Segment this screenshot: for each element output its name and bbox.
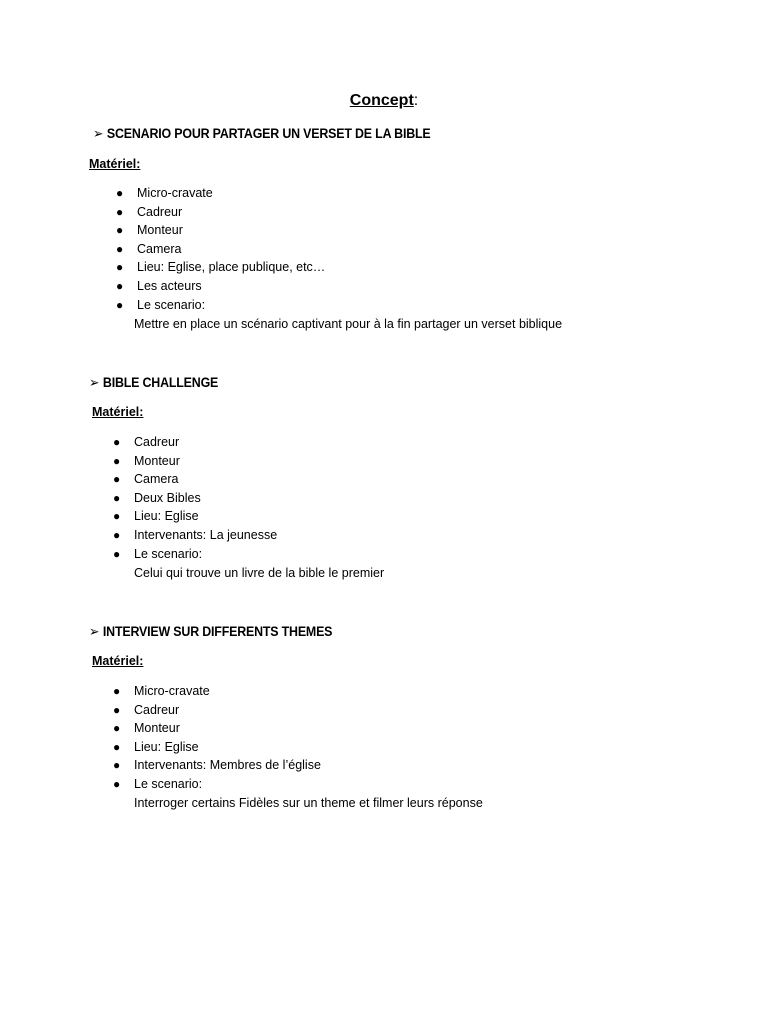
section-heading — [89, 624, 332, 640]
arrow-bullet-icon: ➢ — [89, 624, 100, 639]
bullet-icon: ● — [116, 278, 124, 293]
materiel-list — [116, 184, 326, 314]
list-item: ● Camera — [134, 470, 277, 489]
scenario-description: Celui qui trouve un livre de la bible le premier — [134, 566, 385, 580]
bullet-icon: ● — [113, 721, 121, 736]
list-item: ● Cadreur — [134, 433, 277, 452]
bullet-icon: ● — [113, 472, 121, 487]
arrow-bullet-icon: ➢ — [93, 126, 104, 141]
title-colon: : — [413, 92, 419, 109]
list-item: ● Monteur — [137, 221, 325, 240]
bullet-icon: ● — [116, 186, 124, 200]
bullet-icon: ● — [116, 260, 124, 275]
list-item: ● Le scenario: — [134, 545, 277, 564]
page-title — [0, 92, 768, 110]
list-item: ● Le scenario: — [134, 775, 321, 794]
bullet-icon: ● — [113, 509, 121, 524]
list-item: ● Deux Bibles — [134, 489, 277, 508]
section-heading — [89, 375, 218, 391]
materiel-label: Matériel: — [92, 405, 144, 419]
materiel-list — [113, 433, 278, 563]
bullet-icon: ● — [116, 241, 124, 256]
scenario-description: Mettre en place un scénario captivant pour à la fin partager un verset biblique — [134, 317, 563, 331]
bullet-icon: ● — [113, 490, 121, 505]
list-item: ● Le scenario: — [137, 296, 325, 315]
list-item: ● Lieu: Eglise — [134, 738, 321, 757]
bullet-icon: ● — [113, 546, 121, 561]
list-item: ● Lieu: Eglise, place publique, etc… — [137, 258, 325, 277]
bullet-icon: ● — [113, 739, 121, 754]
section-heading — [93, 126, 431, 142]
title-text: Concept — [349, 92, 414, 109]
section-heading-text: BIBLE CHALLENGE — [102, 375, 219, 390]
list-item: ● Camera — [137, 240, 325, 259]
bullet-icon: ● — [116, 297, 124, 312]
bullet-icon: ● — [113, 776, 121, 791]
bullet-icon: ● — [116, 204, 124, 219]
list-item: ● Les acteurs — [137, 277, 325, 296]
bullet-icon: ● — [113, 684, 121, 698]
materiel-list — [113, 682, 321, 794]
scenario-description: Interroger certains Fidèles sur un theme et filmer leurs réponse — [134, 796, 483, 810]
list-item: ● Intervenants: Membres de l’église — [134, 756, 321, 775]
bullet-icon: ● — [113, 435, 121, 449]
list-item: ● Intervenants: La jeunesse — [134, 526, 277, 545]
bullet-icon: ● — [113, 527, 121, 542]
section-heading-text: SCENARIO POUR PARTAGER UN VERSET DE LA BIBLE — [106, 126, 431, 141]
list-item: ● Cadreur — [134, 701, 321, 720]
list-item: ● Cadreur — [137, 203, 325, 222]
section-heading-text: INTERVIEW SUR DIFFERENTS THEMES — [102, 624, 333, 639]
list-item: ● Monteur — [134, 452, 277, 471]
list-item: ● Micro-cravate — [137, 184, 325, 203]
bullet-icon: ● — [113, 758, 121, 773]
bullet-icon: ● — [113, 453, 121, 468]
bullet-icon: ● — [113, 702, 121, 717]
bullet-icon: ● — [116, 223, 124, 238]
arrow-bullet-icon: ➢ — [89, 375, 100, 390]
list-item: ● Lieu: Eglise — [134, 507, 277, 526]
list-item: ● Monteur — [134, 719, 321, 738]
list-item: ● Micro-cravate — [134, 682, 321, 701]
materiel-label: Matériel: — [92, 654, 144, 668]
materiel-label: Matériel: — [89, 157, 141, 171]
